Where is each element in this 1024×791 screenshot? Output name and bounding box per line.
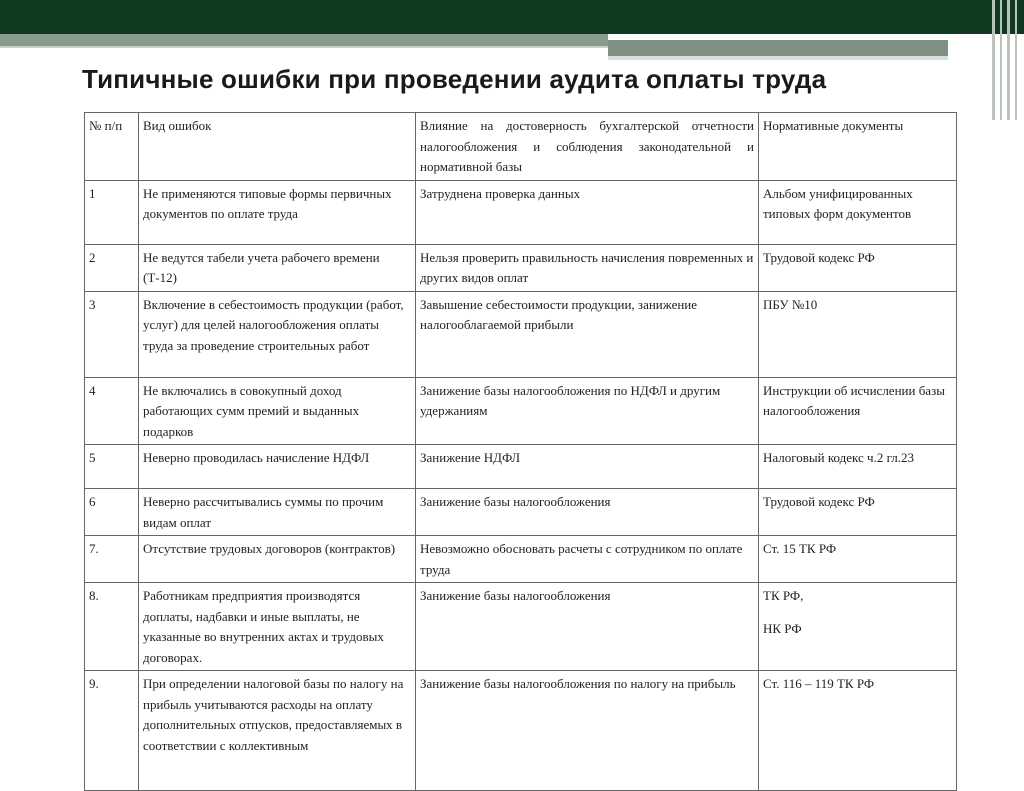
row-docs: Ст. 15 ТК РФ [759,536,957,583]
row-error: При определении налоговой базы по налогу на прибыль учитываются расходы на оплату дополнительных отпусков, предоставляемых в соответствии с коллективным [139,671,416,791]
header-bar-right [608,40,948,56]
row-impact: Занижение НДФЛ [416,445,759,489]
row-docs-line-1: ТК РФ, [763,588,804,603]
table-row [85,536,957,583]
row-docs-line-2: НК РФ [763,620,802,636]
row-docs: ПБУ №10 [759,291,957,377]
header-num: № п/п [85,113,139,181]
row-docs: Налоговый кодекс ч.2 гл.23 [759,445,957,489]
row-num: 7. [85,536,139,583]
header-bar-dark [0,0,1024,34]
row-error: Не ведутся табели учета рабочего времени (Т-12) [139,244,416,291]
row-docs: Инструкции об исчислении базы налогообложения [759,377,957,445]
row-error: Отсутствие трудовых договоров (контрактов) [139,536,416,583]
row-num: 8. [85,583,139,671]
row-impact: Занижение базы налогообложения [416,583,759,671]
table-row [85,244,957,291]
row-error: Не применяются типовые формы первичных документов по оплате труда [139,180,416,244]
row-docs: Трудовой кодекс РФ [759,244,957,291]
row-impact: Затруднена проверка данных [416,180,759,244]
row-num: 3 [85,291,139,377]
row-error: Включение в себестоимость продукции (работ, услуг) для целей налогообложения оплаты труда за проведение строительных работ [139,291,416,377]
header-bar-light [608,56,948,60]
slide-title: Типичные ошибки при проведении аудита оплаты труда [82,64,827,94]
row-num: 1 [85,180,139,244]
row-num: 9. [85,671,139,791]
row-num: 4 [85,377,139,445]
header-impact: Влияние на достоверность бухгалтерской отчетности налогообложения и соблюдения законодательной и нормативной базы [416,113,759,181]
header-bar-mid [0,34,608,46]
table-row [85,671,957,791]
row-docs: Ст. 116 – 119 ТК РФ [759,671,957,791]
table-header-row [85,113,957,181]
row-impact: Занижение базы налогообложения по НДФЛ и другим удержаниям [416,377,759,445]
table-row [85,180,957,244]
table-row [85,489,957,536]
table-row [85,583,957,671]
row-docs: Трудовой кодекс РФ [759,489,957,536]
row-docs: Альбом унифицированных типовых форм документов [759,180,957,244]
row-error: Не включались в совокупный доход работающих сумм премий и выданных подарков [139,377,416,445]
row-num: 6 [85,489,139,536]
table-row [85,291,957,377]
audit-errors-table [84,112,957,791]
row-error: Неверно проводилась начисление НДФЛ [139,445,416,489]
row-impact: Завышение себестоимости продукции, занижение налогооблагаемой прибыли [416,291,759,377]
decorative-stripes [988,0,1024,120]
header-docs: Нормативные документы [759,113,957,181]
row-error: Неверно рассчитывались суммы по прочим видам оплат [139,489,416,536]
row-impact: Нельзя проверить правильность начисления повременных и других видов оплат [416,244,759,291]
header-error-type: Вид ошибок [139,113,416,181]
table-row [85,445,957,489]
row-impact: Невозможно обосновать расчеты с сотрудником по оплате труда [416,536,759,583]
row-error: Работникам предприятия производятся доплаты, надбавки и иные выплаты, не указанные во внутренних актах и трудовых договорах. [139,583,416,671]
table-row [85,377,957,445]
row-num: 5 [85,445,139,489]
row-num: 2 [85,244,139,291]
row-impact: Занижение базы налогообложения [416,489,759,536]
row-impact: Занижение базы налогообложения по налогу на прибыль [416,671,759,791]
header-bar-thin [0,46,608,48]
row-docs [759,583,957,671]
